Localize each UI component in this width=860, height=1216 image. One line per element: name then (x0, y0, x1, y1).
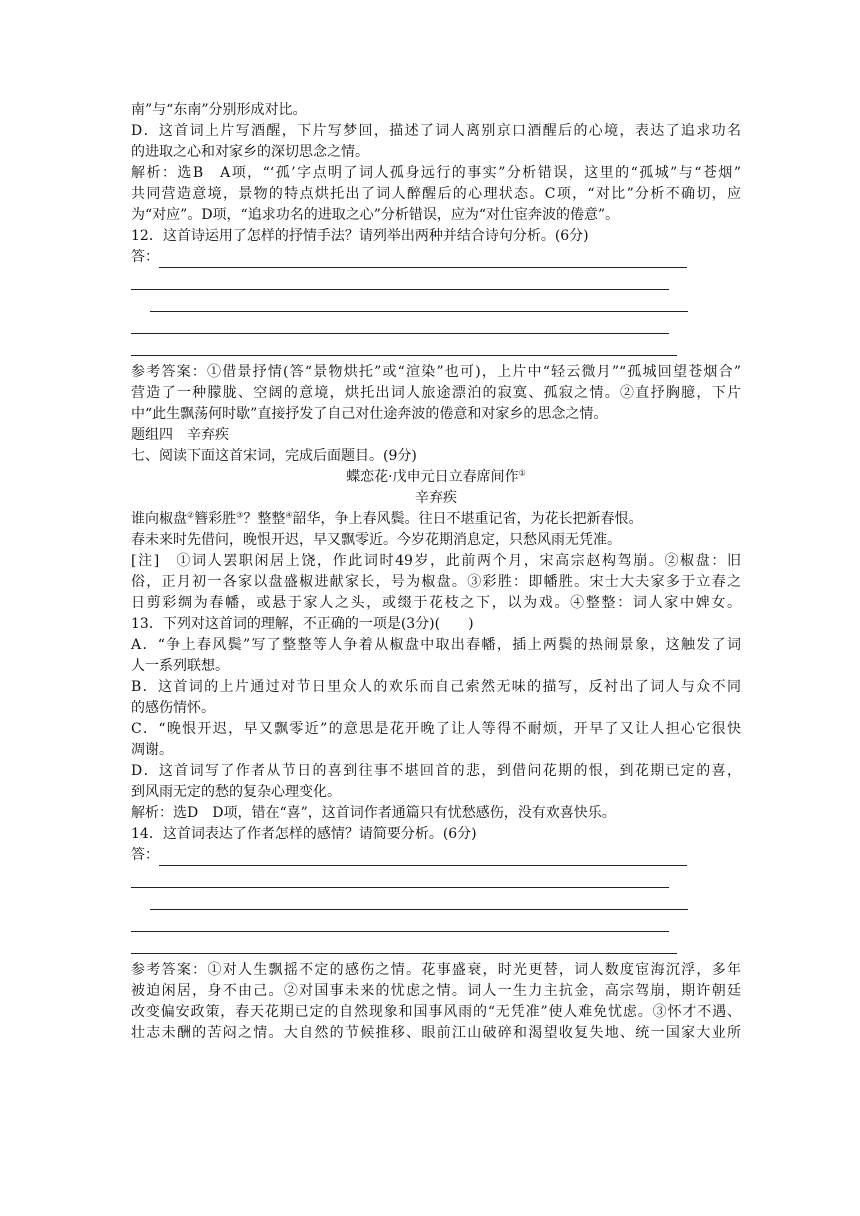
section-instruction: 七、阅读下面这首宋词，完成后面题目。(9分) (131, 448, 417, 464)
answer-line[interactable] (131, 866, 669, 888)
poem-author: 辛弃疾 (415, 490, 457, 506)
q13-option-d: D．这首词写了作者从节日的喜到往事不堪回首的悲，到借问花期的恨，到花期已定的喜， (131, 763, 741, 779)
answer-label: 答： (131, 847, 159, 863)
answer-14-reference: 壮志未酬的苦闷之情。大自然的节候推移、眼前江山破碎和渴望收复失地、统一国家大业所 (131, 1025, 741, 1041)
answer-14-reference: 参考答案：①对人生飘摇不定的感伤之情。花事盛衰，时光更替，词人数度宦海沉浮，多年 (131, 962, 741, 978)
answer-line[interactable] (150, 290, 688, 312)
answer-12-reference: 参考答案：①借景抒情(答“景物烘托”或“渲染”也可)，上片中“轻云微月”“孤城回望苍烟合” (131, 364, 741, 380)
answer-12-reference: 中“此生飘荡何时歇”直接抒发了自己对仕途奔波的倦意和对家乡的思念之情。 (131, 406, 608, 422)
q11-option-d: D．这首词上片写酒醒，下片写梦回，描述了词人离别京口酒醒后的心境，表达了追求功名 (131, 123, 741, 139)
answer-14-reference: 被迫闲居，身不由己。②对国事未来的忧虑之情。词人一生力主抗金，高宗驾崩，期许朝廷 (131, 983, 741, 999)
poem-title: 蝶恋花·戊申元日立春席间作① (346, 468, 526, 485)
answer-area-14[interactable] (131, 845, 741, 954)
q11-analysis: 解析：选B A项，“‘孤’字点明了词人孤身远行的事实”分析错误，这里的“孤城”与“苍烟” (131, 165, 741, 181)
q11-analysis-end: 为“对应”。D项，“追求功名的进取之心”分析错误，应为“对仕宦奔波的倦意”。 (131, 207, 620, 223)
answer-area-12[interactable] (131, 247, 741, 356)
question-12: 12．这首诗运用了怎样的抒情手法？请列举出两种并结合诗句分析。(6分) (131, 228, 589, 244)
answer-12-reference: 营造了一种朦胧、空阔的意境，烘托出词人旅途漂泊的寂寞、孤寂之情。②直抒胸臆，下片 (131, 385, 741, 401)
poem-notes: [注] ①词人罢职闲居上饶，作此词时49岁，此前两个月，宋高宗赵构驾崩。②椒盘：旧 (131, 553, 741, 569)
q11-option-continuation: 南”与“东南”分别形成对比。 (131, 102, 307, 118)
q13-option-d-cont: 到风雨无定的愁的复杂心理变化。 (131, 784, 341, 800)
answer-line[interactable] (159, 852, 687, 866)
section-heading: 题组四 辛弃疾 (131, 427, 229, 443)
q11-option-d-cont: 的进取之心和对家乡的深切思念之情。 (131, 144, 369, 160)
question-13: 13．下列对这首词的理解，不正确的一项是(3分)( ) (131, 616, 474, 632)
q13-option-b: B．这首词的上片通过对节日里众人的欢乐而自己索然无味的描写，反衬出了词人与众不同 (131, 679, 741, 695)
q13-analysis: 解析：选D D项，错在“喜”，这首词作者通篇只有忧愁感伤，没有欢喜快乐。 (131, 805, 616, 821)
q13-option-a: A．“争上春风鬓”写了整整等人争着从椒盘中取出春幡，插上两鬓的热闹景象，这触发了词 (131, 637, 741, 653)
answer-line[interactable] (150, 888, 688, 910)
answer-line[interactable] (131, 932, 677, 954)
q11-analysis-cont: 共同营造意境，景物的特点烘托出了词人醉醒后的心理状态。C项，“对比”分析不确切，应 (131, 186, 741, 202)
document-page (131, 100, 741, 1044)
question-14: 14．这首词表达了作者怎样的感情？请简要分析。(6分) (131, 826, 477, 842)
q13-option-c: C．“晚恨开迟，早又飘零近”的意思是花开晚了让人等得不耐烦，开早了又让人担心它很快 (131, 721, 741, 737)
poem-notes: 日剪彩绸为春幡，或悬于家人之头，或缀于花枝之下，以为戏。④整整：词人家中婢女。 (131, 595, 741, 611)
answer-14-reference: 改变偏安政策，春天花期已定的自然现象和国事风雨的“无凭准”使人难免忧虑。③怀才不遇、 (131, 1004, 741, 1020)
answer-label: 答： (131, 249, 159, 265)
answer-line[interactable] (131, 312, 669, 334)
q13-option-b-cont: 的感伤情怀。 (131, 700, 215, 716)
answer-line[interactable] (131, 268, 669, 290)
answer-line[interactable] (131, 334, 677, 356)
q13-option-c-cont: 凋谢。 (131, 742, 173, 758)
answer-line[interactable] (159, 254, 687, 268)
poem-line: 春未来时先借问，晚恨开迟，早又飘零近。今岁花期消息定，只愁风雨无凭准。 (131, 532, 621, 548)
footnote-marker: ① (518, 468, 526, 478)
answer-line[interactable] (131, 910, 669, 932)
poem-line: 谁向椒盘②簪彩胜③？整整④韶华，争上春风鬓。往日不堪重记省，为花长把新春恨。 (131, 510, 643, 527)
q13-option-a-cont: 人一系列联想。 (131, 658, 229, 674)
poem-notes: 俗，正月初一各家以盘盛椒进献家长，号为椒盘。③彩胜：即幡胜。宋士大夫家多于立春之 (131, 574, 741, 590)
